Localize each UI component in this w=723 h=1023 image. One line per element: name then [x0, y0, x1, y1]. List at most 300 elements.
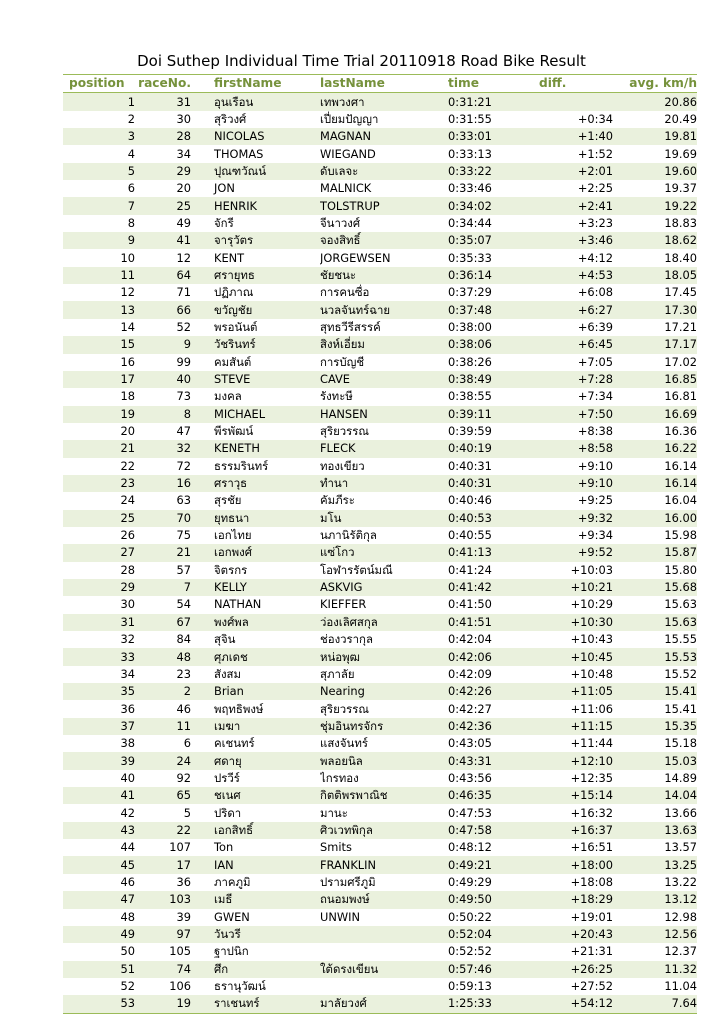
table-row	[63, 336, 697, 353]
table-row	[63, 579, 697, 596]
cell-time: 0:59:13	[448, 979, 492, 994]
cell-time: 1:25:33	[448, 995, 519, 1013]
cell-position: 4	[127, 146, 135, 161]
table-row	[63, 683, 697, 700]
cell-time: 0:31:21	[448, 93, 519, 111]
cell-last-name: ใต้ดรงเขียน	[320, 961, 448, 978]
cell-position: 15	[63, 336, 135, 353]
cell-diff: +7:05	[577, 354, 613, 369]
cell-diff: +12:35	[570, 770, 613, 785]
cell-time: 0:38:55	[448, 389, 492, 404]
cell-diff: +9:25	[577, 493, 613, 508]
cell-avg-speed: 13.63	[613, 822, 697, 839]
cell-avg-speed: 19.60	[613, 163, 697, 180]
cell-first-name: Brian	[191, 683, 320, 700]
table-row	[63, 440, 697, 457]
cell-first-name: NATHAN	[214, 597, 262, 612]
cell-last-name: สุริยวรรณ	[320, 424, 369, 439]
table-row	[63, 856, 697, 873]
cell-time: 0:41:51	[448, 614, 519, 631]
cell-last-name	[320, 978, 448, 995]
cell-avg-speed: 17.21	[664, 319, 697, 334]
cell-avg-speed: 19.69	[664, 146, 697, 161]
cell-time: 0:40:53	[448, 510, 519, 527]
table-row	[63, 93, 697, 111]
cell-position: 23	[63, 475, 135, 492]
cell-first-name: เอกพงศ์	[191, 544, 320, 561]
cell-diff: +9:52	[519, 544, 613, 561]
cell-avg-speed: 17.17	[613, 336, 697, 353]
cell-first-name: จิตรกร	[214, 562, 248, 577]
cell-time: 0:50:22	[448, 909, 492, 924]
table-row	[63, 388, 697, 405]
cell-race-no: 46	[176, 701, 191, 716]
header-position: position	[63, 75, 135, 93]
cell-race-no: 92	[176, 770, 191, 785]
table-row	[63, 423, 697, 440]
cell-diff: +1:52	[577, 146, 613, 161]
cell-last-name: แซ่โกว	[320, 544, 448, 561]
table-row	[63, 180, 697, 197]
cell-race-no: 5	[183, 805, 191, 820]
cell-first-name: ฐาปนิก	[214, 944, 249, 959]
cell-avg-speed: 18.05	[613, 267, 697, 284]
cell-race-no: 23	[176, 666, 191, 681]
cell-avg-speed: 15.41	[664, 701, 697, 716]
table-row	[63, 891, 697, 908]
table-row	[63, 267, 697, 284]
cell-last-name: ชัยชนะ	[320, 267, 448, 284]
cell-first-name: สุรชัย	[214, 493, 242, 508]
cell-time: 0:48:12	[448, 840, 492, 855]
cell-position: 2	[127, 111, 135, 126]
cell-time: 0:42:26	[448, 683, 519, 700]
cell-first-name: ขวัญชัย	[191, 301, 320, 318]
cell-race-no: 49	[176, 215, 191, 230]
table-row	[63, 978, 697, 995]
cell-position: 30	[120, 597, 135, 612]
cell-position: 20	[120, 424, 135, 439]
cell-last-name: Nearing	[320, 683, 448, 700]
cell-position: 25	[63, 510, 135, 527]
cell-avg-speed: 16.36	[664, 424, 697, 439]
cell-first-name: ปฏิภาณ	[214, 285, 254, 300]
cell-last-name	[320, 943, 448, 960]
cell-position: 53	[63, 995, 135, 1013]
cell-position: 51	[63, 961, 135, 978]
cell-avg-speed: 16.81	[664, 389, 697, 404]
cell-first-name: MICHAEL	[191, 406, 320, 423]
cell-position: 27	[63, 544, 135, 561]
cell-position: 36	[120, 701, 135, 716]
cell-avg-speed: 19.37	[664, 181, 697, 196]
cell-diff: +9:32	[519, 510, 613, 527]
cell-last-name: HANSEN	[320, 406, 448, 423]
cell-first-name: สุริวงศ์	[214, 111, 247, 126]
table-row	[63, 562, 697, 579]
cell-race-no: 73	[176, 389, 191, 404]
cell-diff: +10:45	[519, 648, 613, 665]
cell-position: 1	[63, 93, 135, 111]
table-row	[63, 544, 697, 561]
cell-race-no: 103	[135, 891, 191, 908]
cell-first-name: ราเชนทร์	[191, 995, 320, 1013]
cell-race-no: 21	[135, 544, 191, 561]
cell-diff: +8:38	[577, 424, 613, 439]
cell-diff: +10:21	[519, 579, 613, 596]
cell-last-name: สุริยวรรณ	[320, 701, 369, 716]
cell-time: 0:31:55	[448, 111, 492, 126]
cell-race-no: 31	[135, 93, 191, 111]
cell-last-name: UNWIN	[320, 909, 361, 924]
cell-position: 29	[63, 579, 135, 596]
results-table	[63, 74, 697, 1014]
cell-race-no: 8	[135, 406, 191, 423]
cell-position: 48	[120, 909, 135, 924]
cell-avg-speed: 15.98	[664, 528, 697, 543]
table-row	[63, 406, 697, 423]
cell-position: 40	[120, 770, 135, 785]
table-row	[63, 163, 697, 180]
cell-race-no: 70	[135, 510, 191, 527]
cell-race-no: 25	[135, 197, 191, 214]
table-row	[63, 752, 697, 769]
cell-last-name: ช่องวรากุล	[320, 632, 373, 647]
cell-time: 0:40:46	[448, 493, 492, 508]
cell-avg-speed: 20.49	[664, 111, 697, 126]
cell-avg-speed: 15.41	[613, 683, 697, 700]
cell-last-name: การคนซื่อ	[320, 285, 370, 300]
cell-race-no: 105	[169, 944, 191, 959]
cell-diff: +11:15	[519, 718, 613, 735]
cell-avg-speed: 13.57	[664, 840, 697, 855]
cell-position: 18	[120, 389, 135, 404]
cell-diff: +6:39	[577, 319, 613, 334]
page-title: Doi Suthep Individual Time Trial 20110918 Road Bike Result	[137, 52, 586, 70]
cell-last-name: CAVE	[320, 371, 448, 388]
cell-race-no: 7	[135, 579, 191, 596]
cell-diff: +7:50	[519, 406, 613, 423]
cell-position: 24	[120, 493, 135, 508]
table-row	[63, 301, 697, 318]
table-row	[63, 111, 697, 128]
cell-diff: +11:05	[519, 683, 613, 700]
cell-diff: +2:01	[519, 163, 613, 180]
table-row	[63, 475, 697, 492]
table-row	[63, 371, 697, 388]
cell-position: 5	[63, 163, 135, 180]
cell-time: 0:41:13	[448, 544, 519, 561]
table-row	[63, 770, 697, 787]
cell-race-no: 36	[176, 874, 191, 889]
cell-first-name: วัชรินทร์	[191, 336, 320, 353]
cell-race-no: 74	[135, 961, 191, 978]
table-row	[63, 596, 697, 613]
cell-avg-speed: 15.03	[613, 752, 697, 769]
cell-first-name: KENETH	[191, 440, 320, 457]
cell-race-no: 29	[135, 163, 191, 180]
cell-avg-speed: 17.02	[664, 354, 697, 369]
cell-diff: +18:08	[570, 874, 613, 889]
cell-avg-speed: 19.81	[613, 128, 697, 145]
cell-time: 0:34:02	[448, 197, 519, 214]
cell-first-name: NICOLAS	[191, 128, 320, 145]
cell-avg-speed: 15.63	[613, 614, 697, 631]
cell-diff: +6:27	[519, 301, 613, 318]
header-first-name: firstName	[191, 75, 320, 93]
cell-race-no: 6	[183, 736, 191, 751]
cell-last-name: ชุ่มอินทรจักร	[320, 718, 448, 735]
cell-position: 11	[63, 267, 135, 284]
cell-diff: +18:29	[519, 891, 613, 908]
cell-first-name: ศดายุ	[191, 752, 320, 769]
cell-diff: +8:58	[519, 440, 613, 457]
cell-time: 0:42:09	[448, 666, 492, 681]
cell-first-name: GWEN	[214, 909, 250, 924]
table-row	[63, 700, 697, 717]
cell-diff: +9:10	[577, 458, 613, 473]
cell-first-name: อุนเรือน	[191, 93, 320, 111]
cell-diff: +10:03	[570, 562, 613, 577]
cell-race-no: 66	[135, 301, 191, 318]
cell-avg-speed: 15.68	[613, 579, 697, 596]
cell-diff: +6:45	[519, 336, 613, 353]
cell-first-name: ปรวีร์	[214, 770, 240, 785]
cell-last-name: ทำนา	[320, 475, 448, 492]
cell-avg-speed: 17.45	[664, 285, 697, 300]
cell-time: 0:33:46	[448, 181, 492, 196]
cell-time: 0:49:21	[448, 856, 519, 873]
cell-position: 19	[63, 406, 135, 423]
cell-avg-speed: 16.22	[613, 440, 697, 457]
cell-race-no: 28	[135, 128, 191, 145]
cell-time: 0:41:24	[448, 562, 492, 577]
cell-position: 43	[63, 822, 135, 839]
cell-last-name: ASKVIG	[320, 579, 448, 596]
cell-last-name: คัมภีระ	[320, 493, 355, 508]
header-race-no: raceNo.	[135, 75, 191, 93]
table-row	[63, 631, 697, 648]
cell-first-name: พรอนันต์	[214, 319, 258, 334]
cell-race-no: 40	[135, 371, 191, 388]
cell-first-name: จักรี	[214, 215, 234, 230]
cell-time: 0:43:05	[448, 736, 492, 751]
cell-time: 0:42:04	[448, 632, 492, 647]
cell-time: 0:33:01	[448, 128, 519, 145]
table-row	[63, 492, 697, 509]
cell-time: 0:47:58	[448, 822, 519, 839]
cell-race-no: 65	[135, 787, 191, 804]
cell-race-no: 48	[135, 648, 191, 665]
cell-time: 0:52:52	[448, 944, 492, 959]
cell-first-name: ภาคภูมิ	[214, 874, 251, 889]
cell-time: 0:40:31	[448, 475, 519, 492]
table-row	[63, 666, 697, 683]
cell-first-name: KELLY	[191, 579, 320, 596]
cell-diff: +16:37	[519, 822, 613, 839]
cell-avg-speed: 16.85	[613, 371, 697, 388]
table-row	[63, 128, 697, 145]
cell-last-name: MALNICK	[320, 181, 372, 196]
cell-diff: +26:25	[519, 961, 613, 978]
cell-position: 52	[120, 979, 135, 994]
cell-position: 39	[63, 752, 135, 769]
cell-avg-speed: 19.22	[613, 197, 697, 214]
table-row	[63, 804, 697, 821]
cell-time: 0:40:55	[448, 528, 492, 543]
cell-race-no: 67	[135, 614, 191, 631]
header-row	[63, 75, 697, 93]
cell-position: 38	[120, 736, 135, 751]
cell-diff: +2:41	[519, 197, 613, 214]
cell-first-name: พฤทธิพงษ์	[214, 701, 264, 716]
cell-last-name: ทองเขียว	[320, 458, 365, 473]
cell-last-name: WIEGAND	[320, 146, 376, 161]
cell-time: 0:43:31	[448, 752, 519, 769]
cell-position: 26	[120, 528, 135, 543]
cell-diff: +9:34	[577, 528, 613, 543]
cell-diff: +10:30	[519, 614, 613, 631]
cell-first-name: เอกไทย	[214, 528, 252, 543]
cell-avg-speed: 16.00	[613, 510, 697, 527]
header-avg-speed: avg. km/h	[613, 75, 697, 93]
cell-first-name: ปริดา	[214, 805, 242, 820]
cell-last-name: ปรามศรีภูมิ	[320, 874, 376, 889]
cell-diff: +10:43	[570, 632, 613, 647]
cell-race-no: 20	[176, 181, 191, 196]
cell-avg-speed: 15.80	[664, 562, 697, 577]
cell-avg-speed: 18.83	[664, 215, 697, 230]
cell-diff: +27:52	[570, 979, 613, 994]
cell-diff: +20:43	[519, 926, 613, 943]
cell-avg-speed: 15.63	[664, 597, 697, 612]
cell-race-no: 107	[169, 840, 191, 855]
table-row	[63, 197, 697, 214]
cell-race-no: 97	[135, 926, 191, 943]
cell-time: 0:42:27	[448, 701, 492, 716]
cell-last-name: สุภาลัย	[320, 666, 355, 681]
cell-time: 0:49:50	[448, 891, 519, 908]
cell-first-name: พีรพัฒน์	[214, 424, 254, 439]
cell-avg-speed: 13.25	[613, 856, 697, 873]
table-row	[63, 718, 697, 735]
cell-time: 0:35:33	[448, 250, 492, 265]
cell-first-name: ศุภเดช	[191, 648, 320, 665]
cell-race-no: 2	[135, 683, 191, 700]
cell-first-name: เมธี	[191, 891, 320, 908]
cell-last-name: มานะ	[320, 805, 348, 820]
cell-first-name: ศราวุธ	[191, 475, 320, 492]
cell-last-name: หน่อพุฒ	[320, 648, 448, 665]
cell-time: 0:42:36	[448, 718, 519, 735]
header-diff: diff.	[519, 75, 613, 93]
cell-first-name: มงคล	[214, 389, 242, 404]
cell-time: 0:46:35	[448, 787, 519, 804]
table-row	[63, 510, 697, 527]
cell-last-name: ดับเลจะ	[320, 163, 448, 180]
cell-last-name: การบัญชี	[320, 354, 365, 369]
cell-first-name: สังสม	[214, 666, 241, 681]
cell-position: 37	[63, 718, 135, 735]
table-row	[63, 458, 697, 475]
cell-time: 0:38:00	[448, 319, 492, 334]
cell-time: 0:33:22	[448, 163, 519, 180]
cell-last-name: เปี่ยมปัญญา	[320, 111, 379, 126]
cell-avg-speed: 14.04	[613, 787, 697, 804]
cell-race-no: 52	[176, 319, 191, 334]
cell-position: 28	[120, 562, 135, 577]
cell-race-no: 16	[135, 475, 191, 492]
table-row	[63, 145, 697, 162]
cell-first-name: ธรานุวัฒน์	[214, 979, 266, 994]
table-row	[63, 232, 697, 249]
cell-first-name: วันวรี	[191, 926, 320, 943]
cell-last-name: สุทธวีรีสรรค์	[320, 319, 381, 334]
cell-position: 31	[63, 614, 135, 631]
cell-avg-speed: 17.30	[613, 301, 697, 318]
cell-avg-speed: 13.66	[664, 805, 697, 820]
cell-race-no: 106	[169, 979, 191, 994]
table-row	[63, 319, 697, 336]
cell-race-no: 9	[135, 336, 191, 353]
cell-position: 44	[120, 840, 135, 855]
table-row	[63, 648, 697, 665]
cell-first-name: Ton	[214, 840, 234, 855]
cell-race-no: 17	[135, 856, 191, 873]
cell-last-name: มาลัยวงศ์	[320, 995, 448, 1013]
cell-diff: +16:32	[570, 805, 613, 820]
cell-race-no: 84	[176, 632, 191, 647]
cell-first-name: ยุทธนา	[191, 510, 320, 527]
table-row	[63, 839, 697, 856]
table-row	[63, 614, 697, 631]
cell-avg-speed: 16.14	[613, 475, 697, 492]
cell-first-name: ปุณฑวัณน์	[191, 163, 320, 180]
cell-avg-speed: 11.32	[613, 961, 697, 978]
cell-race-no: 72	[176, 458, 191, 473]
cell-race-no: 54	[176, 597, 191, 612]
cell-first-name: คมสันต์	[214, 354, 252, 369]
cell-position: 6	[127, 181, 135, 196]
cell-last-name: นวลจันทร์ฉาย	[320, 301, 448, 318]
cell-last-name: รังทะษี	[320, 389, 353, 404]
cell-last-name: โอฬารรัตน์มณี	[320, 562, 393, 577]
cell-time: 0:38:06	[448, 336, 519, 353]
cell-race-no: 47	[176, 424, 191, 439]
cell-race-no: 63	[176, 493, 191, 508]
cell-last-name	[320, 926, 448, 943]
cell-time: 0:37:48	[448, 301, 519, 318]
cell-position: 45	[63, 856, 135, 873]
cell-diff: +11:44	[570, 736, 613, 751]
cell-race-no: 71	[176, 285, 191, 300]
cell-first-name: เมฆา	[191, 718, 320, 735]
cell-avg-speed: 15.35	[613, 718, 697, 735]
cell-first-name: HENRIK	[191, 197, 320, 214]
cell-avg-speed: 18.62	[613, 232, 697, 249]
cell-diff: +10:29	[570, 597, 613, 612]
cell-position: 22	[120, 458, 135, 473]
cell-avg-speed: 16.04	[664, 493, 697, 508]
cell-time: 0:41:50	[448, 597, 492, 612]
cell-first-name: พงศ์พล	[191, 614, 320, 631]
cell-diff: +12:10	[519, 752, 613, 769]
cell-first-name: JON	[214, 181, 235, 196]
cell-first-name: THOMAS	[214, 146, 264, 161]
cell-first-name: จารุวัตร	[191, 232, 320, 249]
table-row	[63, 215, 697, 232]
cell-diff: +16:51	[570, 840, 613, 855]
